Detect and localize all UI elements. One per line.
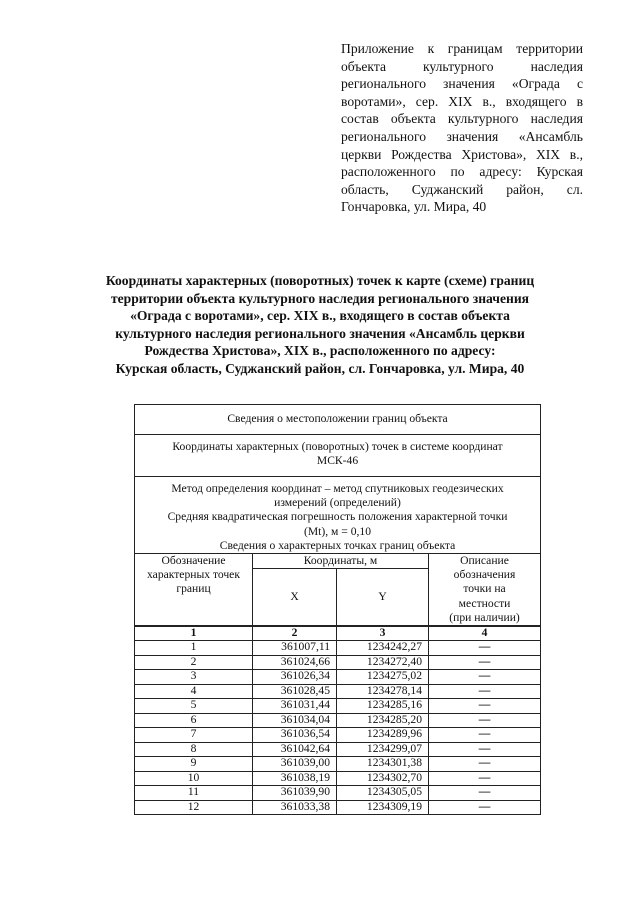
description-cell: —: [429, 699, 541, 714]
point-label-header: Обозначение характерных точек границ: [135, 554, 253, 627]
y-coordinate-cell: 1234301,38: [337, 757, 429, 772]
table-row: [135, 655, 541, 670]
title-line: Рождества Христова», XIX в., расположенного по адресу:: [144, 343, 496, 358]
table-row: [135, 641, 541, 656]
description-cell: —: [429, 742, 541, 757]
table-row: [135, 786, 541, 801]
title-line: территории объекта культурного наследия регионального значения: [110, 290, 530, 306]
y-coordinate-cell: 1234278,14: [337, 684, 429, 699]
title-line: Курская область, Суджанский район, сл. Гончаровка, ул. Мира, 40: [115, 360, 525, 376]
description-cell: —: [429, 786, 541, 801]
point-number-cell: 11: [135, 786, 253, 801]
table-row: [135, 742, 541, 757]
description-cell: —: [429, 713, 541, 728]
y-coordinate-cell: 1234275,02: [337, 670, 429, 685]
description-cell: —: [429, 684, 541, 699]
annex-line: наследия регионального значения: [341, 111, 583, 144]
x-coordinate-cell: 361036,54: [253, 728, 337, 743]
y-coordinate-cell: 1234242,27: [337, 641, 429, 656]
method-block: Метод определения координат – метод спутниковых геодезических измерений (определений) Средняя квадратическая погрешность положения характерной точки (Mt), м = 0,10 Сведения о характерных точках границ объекта: [135, 477, 541, 554]
coordinate-system-header: Координаты характерных (поворотных) точек в системе координат МСК-46: [135, 435, 541, 477]
annex-line: по адресу: Курская область,: [341, 164, 583, 197]
document-title: [60, 272, 580, 377]
description-cell: —: [429, 641, 541, 656]
description-header: Описание обозначения точки на местности (при наличии): [429, 554, 541, 627]
description-cell: —: [429, 670, 541, 685]
table-row: [135, 699, 541, 714]
point-number-cell: 7: [135, 728, 253, 743]
x-coordinate-cell: 361007,11: [253, 641, 337, 656]
annex-line: Христова», XIX в., расположенного: [341, 146, 583, 180]
x-coordinate-cell: 361028,45: [253, 684, 337, 699]
table-row: [135, 728, 541, 743]
x-coordinate-cell: 361024,66: [253, 655, 337, 670]
point-number-cell: 5: [135, 699, 253, 714]
description-cell: —: [429, 800, 541, 815]
point-number-cell: 1: [135, 641, 253, 656]
point-number-cell: 2: [135, 655, 253, 670]
column-number: 1: [135, 626, 253, 641]
x-coordinate-cell: 361039,00: [253, 757, 337, 772]
table-row: [135, 670, 541, 685]
table-row: [135, 684, 541, 699]
table-row: [135, 757, 541, 772]
x-coordinate-cell: 361033,38: [253, 800, 337, 815]
point-number-cell: 10: [135, 771, 253, 786]
point-number-cell: 4: [135, 684, 253, 699]
annex-note: [341, 40, 583, 216]
coordinates-header: Координаты, м: [253, 554, 429, 569]
annex-line: в состав объекта культурного: [341, 93, 583, 127]
y-coordinate-cell: 1234302,70: [337, 771, 429, 786]
point-number-cell: 8: [135, 742, 253, 757]
y-coordinate-cell: 1234285,16: [337, 699, 429, 714]
column-number: 4: [429, 626, 541, 641]
point-number-cell: 6: [135, 713, 253, 728]
annex-line: ул. Мира, 40: [413, 199, 487, 215]
x-coordinate-cell: 361031,44: [253, 699, 337, 714]
x-coordinate-cell: 361038,19: [253, 771, 337, 786]
point-number-cell: 9: [135, 757, 253, 772]
y-coordinate-cell: 1234305,05: [337, 786, 429, 801]
annex-line: «Ансамбль церкви Рождества: [341, 128, 583, 162]
column-number: 3: [337, 626, 429, 641]
point-number-cell: 12: [135, 800, 253, 815]
annex-line: Суджанский район, сл. Гончаровка,: [341, 181, 584, 215]
x-header: X: [253, 569, 337, 627]
y-coordinate-cell: 1234309,19: [337, 800, 429, 815]
column-number: 2: [253, 626, 337, 641]
annex-line: объекта культурного наследия: [341, 58, 583, 74]
x-coordinate-cell: 361026,34: [253, 670, 337, 685]
description-cell: —: [429, 655, 541, 670]
y-coordinate-cell: 1234289,96: [337, 728, 429, 743]
table-row: [135, 713, 541, 728]
y-header: Y: [337, 569, 429, 627]
description-cell: —: [429, 771, 541, 786]
location-header: Сведения о местоположении границ объекта: [135, 405, 541, 435]
table-row: [135, 800, 541, 815]
x-coordinate-cell: 361034,04: [253, 713, 337, 728]
table-row: [135, 771, 541, 786]
point-number-cell: 3: [135, 670, 253, 685]
description-cell: —: [429, 757, 541, 772]
x-coordinate-cell: 361039,90: [253, 786, 337, 801]
title-line: культурного наследия регионального значения «Ансамбль церкви: [115, 325, 525, 341]
title-line: Координаты характерных (поворотных) точек к карте (схеме) границ: [105, 273, 535, 288]
description-cell: —: [429, 728, 541, 743]
y-coordinate-cell: 1234285,20: [337, 713, 429, 728]
x-coordinate-cell: 361042,64: [253, 742, 337, 757]
title-line: «Ограда с воротами», сер. XIX в., входящего в состав объекта: [130, 308, 510, 323]
coordinates-table: [134, 404, 541, 815]
annex-line: регионального значения «Ограда: [341, 76, 560, 92]
y-coordinate-cell: 1234299,07: [337, 742, 429, 757]
y-coordinate-cell: 1234272,40: [337, 655, 429, 670]
annex-line: Приложение к границам территории: [341, 41, 583, 56]
annex-line: с воротами», сер. XIX в., входящего: [341, 76, 583, 109]
